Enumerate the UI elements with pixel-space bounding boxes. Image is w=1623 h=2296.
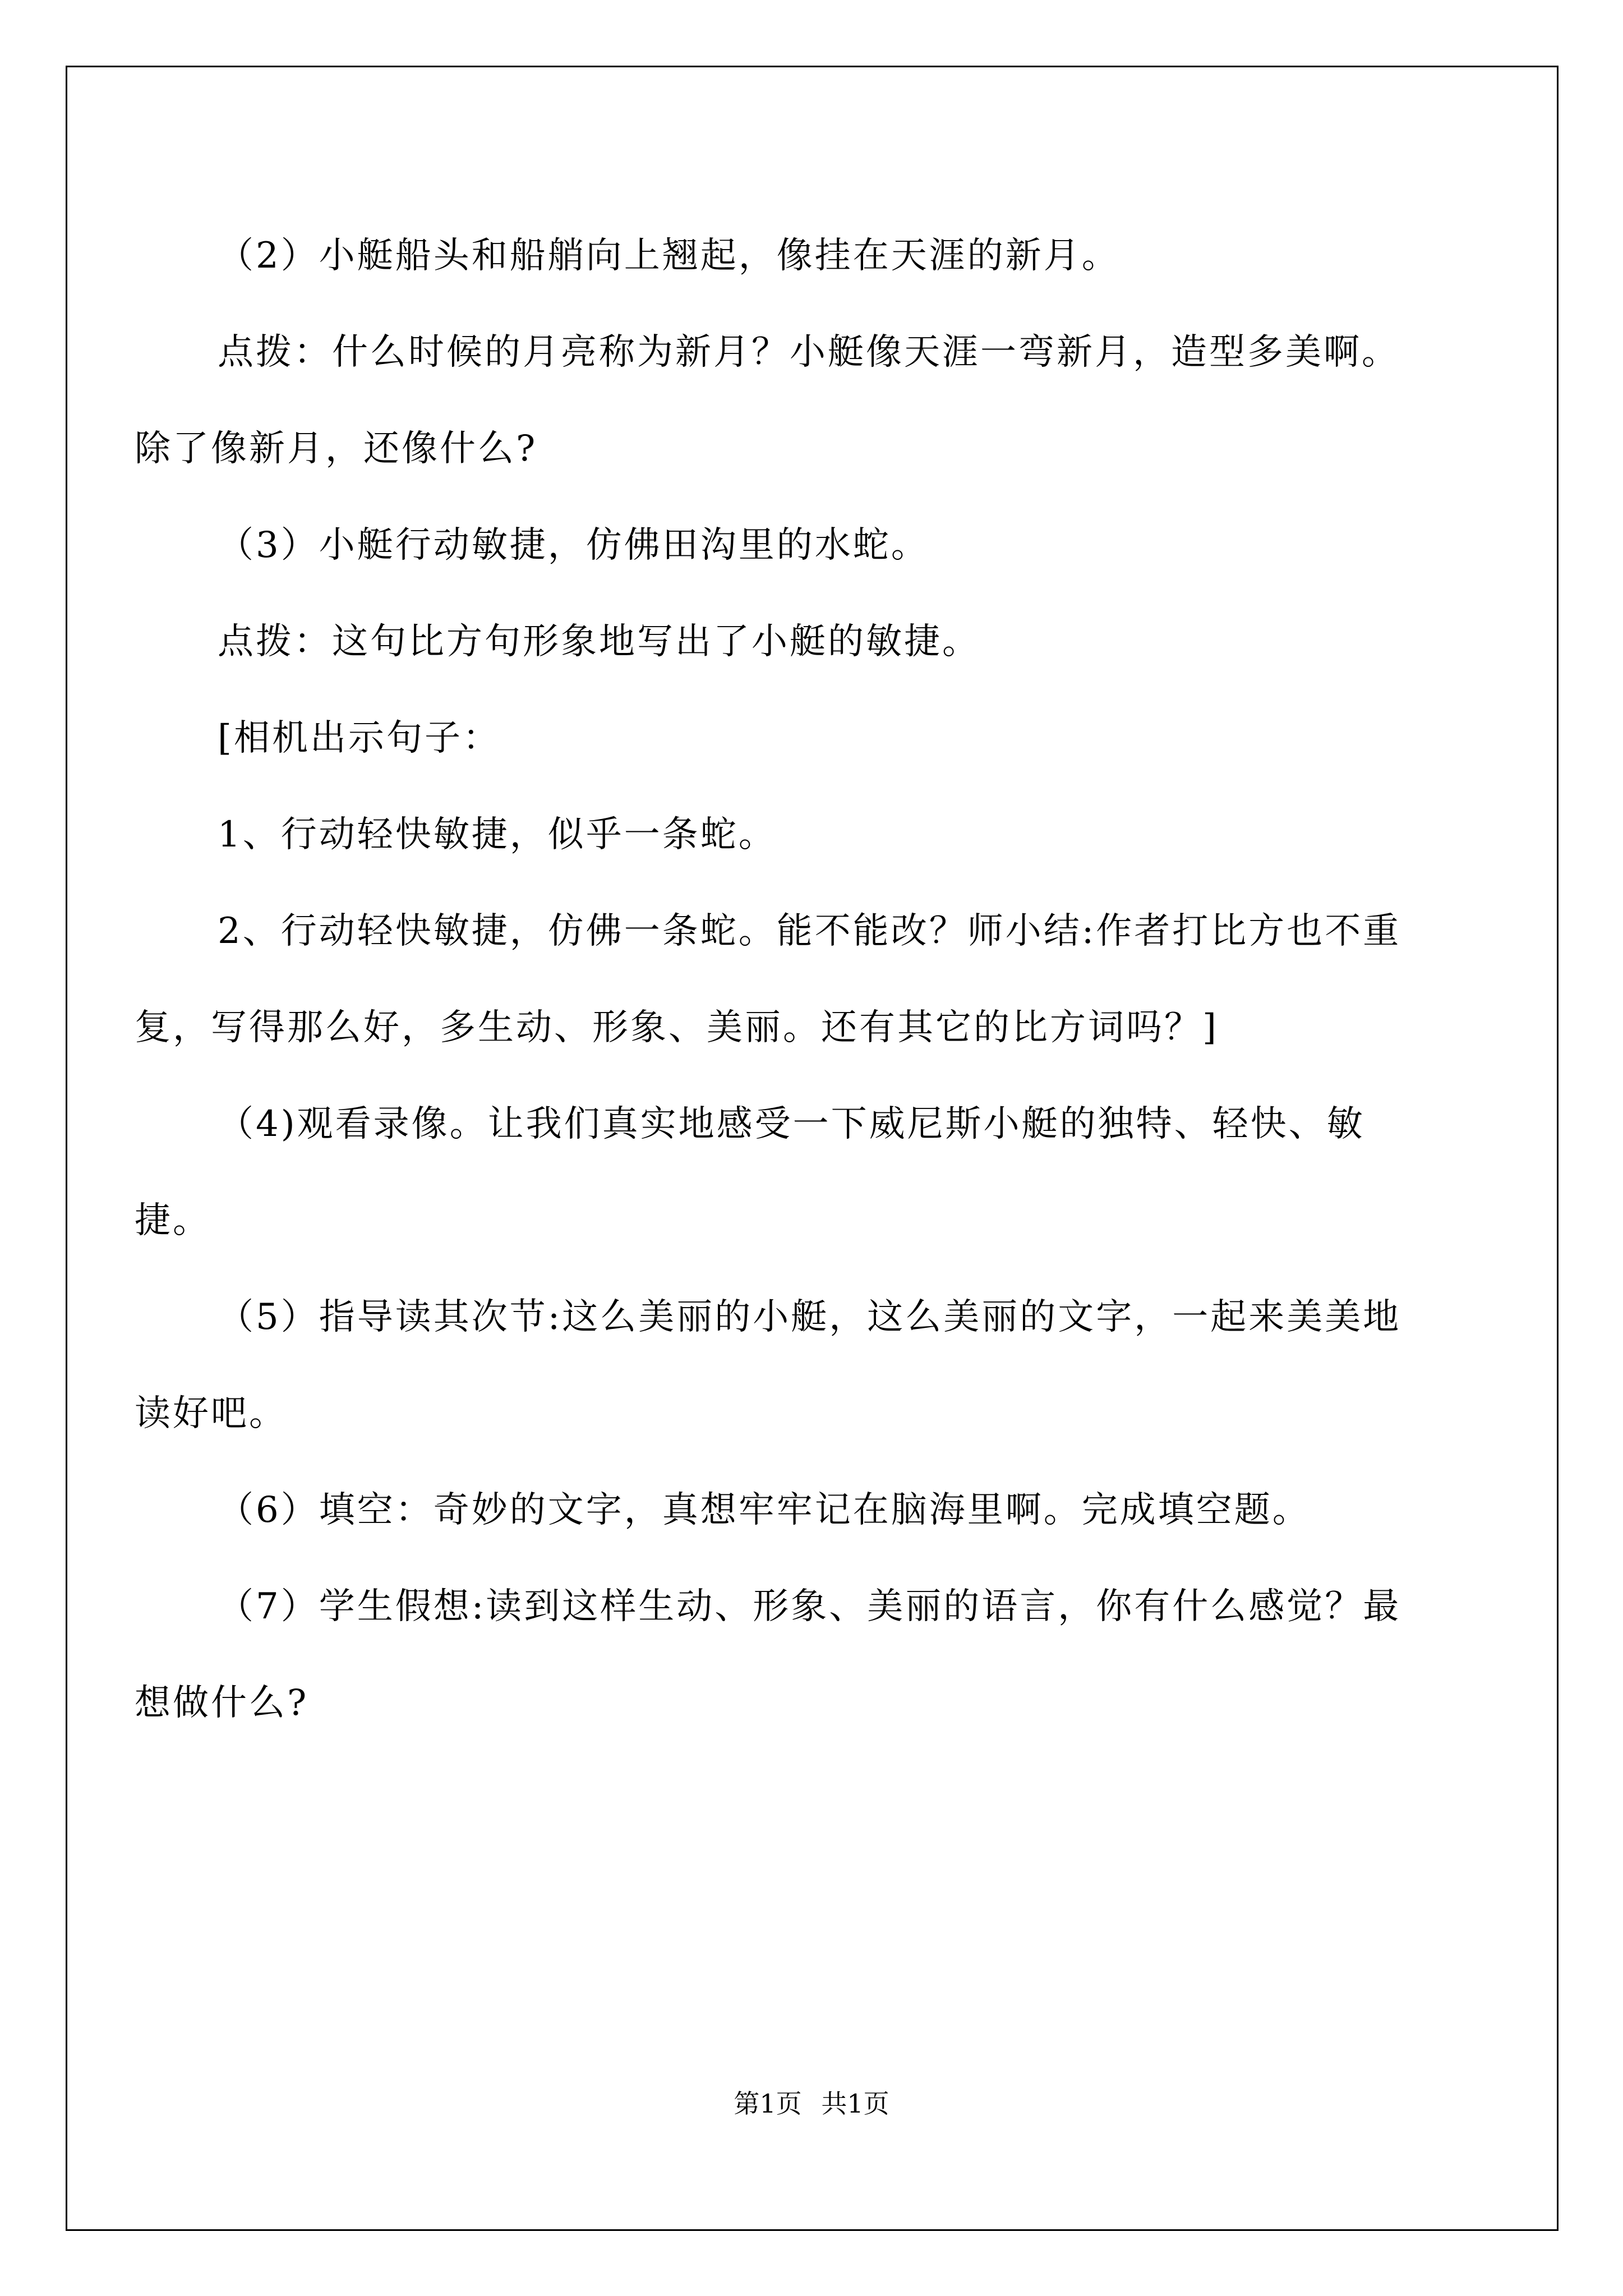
paragraph: 点拨：什么时候的月亮称为新月？小艇像天涯一弯新月，造型多美啊。除了像新月，还像什么? (135, 332, 1400, 470)
paragraph: （7）学生假想:读到这样生动、形象、美丽的语言，你有什么感觉？最想做什么? (135, 1586, 1401, 1724)
document-body (135, 208, 1436, 1751)
paragraph: 点拨：这句比方句形象地写出了小艇的敏捷。 (218, 621, 980, 662)
paragraph: （3）小艇行动敏捷，仿佛田沟里的水蛇。 (218, 524, 929, 566)
page-number: 第1页 (734, 2088, 802, 2119)
paragraph: [相机出示句子： (218, 717, 501, 759)
paragraph: （5）指导读其次节:这么美丽的小艇，这么美丽的文字，一起来美美地读好吧。 (135, 1296, 1401, 1434)
paragraph: 2、行动轻快敏捷，仿佛一条蛇。能不能改？师小结:作者打比方也不重复，写得那么好，多生动、形象、美丽。还有其它的比方词吗？] (135, 910, 1401, 1048)
paragraph: （4)观看录像。让我们真实地感受一下威尼斯小艇的独特、轻快、敏捷。 (135, 1103, 1365, 1241)
paragraph: （6）填空：奇妙的文字，真想牢牢记在脑海里啊。完成填空题。 (218, 1489, 1311, 1531)
page-total: 共1页 (821, 2088, 889, 2119)
paragraph: （2）小艇船头和船艄向上翘起，像挂在天涯的新月。 (218, 235, 1120, 277)
paragraph: 1、行动轻快敏捷，似乎一条蛇。 (218, 814, 777, 855)
page-footer (0, 2087, 1623, 2120)
